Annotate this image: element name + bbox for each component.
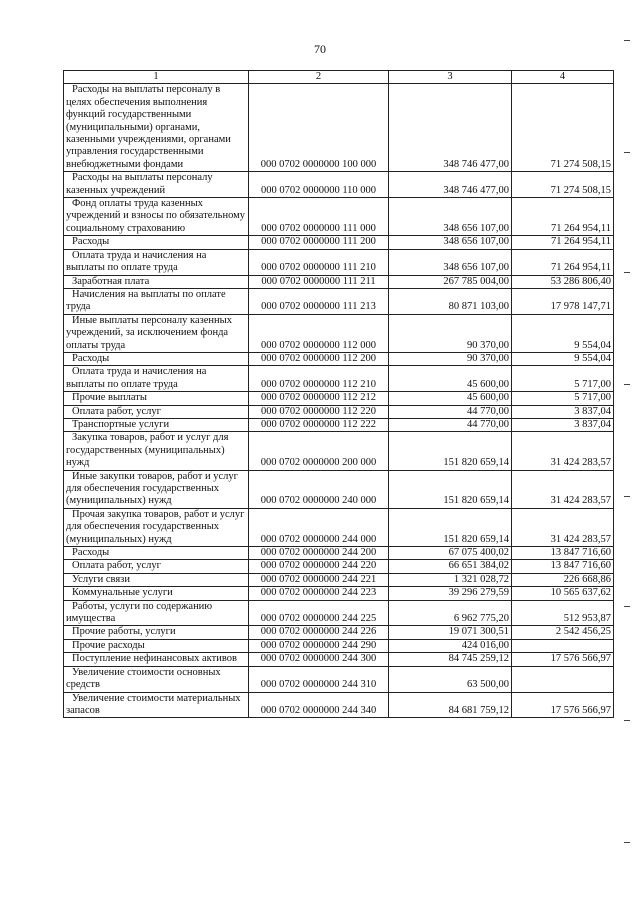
table-row	[64, 84, 614, 172]
scan-edge-mark	[624, 152, 630, 153]
row-value-col4: 13 847 716,60	[512, 560, 614, 573]
row-code: 000 0702 0000000 100 000	[249, 84, 389, 172]
scan-edge-mark	[624, 720, 630, 721]
row-value-col4: 5 717,00	[512, 366, 614, 392]
row-value-col3: 84 681 759,12	[389, 692, 512, 718]
row-value-col3: 80 871 103,00	[389, 288, 512, 314]
row-value-col3: 151 820 659,14	[389, 508, 512, 546]
row-value-col4: 31 424 283,57	[512, 470, 614, 508]
row-code: 000 0702 0000000 112 210	[249, 366, 389, 392]
table-row	[64, 198, 614, 236]
row-code: 000 0702 0000000 244 223	[249, 587, 389, 600]
table-row	[64, 314, 614, 352]
table-row	[64, 352, 614, 365]
row-value-col3: 267 785 004,00	[389, 275, 512, 288]
row-description: Оплата труда и начисления на выплаты по оплате труда	[64, 366, 249, 392]
row-description: Транспортные услуги	[64, 418, 249, 431]
row-description: Поступление нефинансовых активов	[64, 653, 249, 666]
row-value-col3: 45 600,00	[389, 366, 512, 392]
row-value-col3: 6 962 775,20	[389, 600, 512, 626]
row-description: Оплата работ, услуг	[64, 405, 249, 418]
row-description: Прочие работы, услуги	[64, 626, 249, 639]
row-value-col4: 3 837,04	[512, 418, 614, 431]
row-code: 000 0702 0000000 244 310	[249, 666, 389, 692]
table-row	[64, 249, 614, 275]
row-code: 000 0702 0000000 112 222	[249, 418, 389, 431]
row-value-col4: 5 717,00	[512, 392, 614, 405]
row-value-col3: 1 321 028,72	[389, 573, 512, 586]
row-value-col4: 53 286 806,40	[512, 275, 614, 288]
row-value-col4: 31 424 283,57	[512, 508, 614, 546]
scan-edge-mark	[624, 496, 630, 497]
scan-edge-mark	[624, 842, 630, 843]
row-description: Закупка товаров, работ и услуг для государственных (муниципальных) нужд	[64, 432, 249, 470]
row-code: 000 0702 0000000 244 221	[249, 573, 389, 586]
row-value-col4: 71 264 954,11	[512, 236, 614, 249]
row-description: Оплата труда и начисления на выплаты по оплате труда	[64, 249, 249, 275]
row-value-col4: 13 847 716,60	[512, 547, 614, 560]
row-code: 000 0702 0000000 244 200	[249, 547, 389, 560]
scan-edge-mark	[624, 272, 630, 273]
table-row	[64, 288, 614, 314]
row-value-col3: 90 370,00	[389, 352, 512, 365]
row-value-col4: 17 978 147,71	[512, 288, 614, 314]
row-code: 000 0702 0000000 111 210	[249, 249, 389, 275]
table-row	[64, 600, 614, 626]
scan-edge-mark	[624, 606, 630, 607]
header-cell-3: 3	[389, 71, 512, 84]
row-value-col3: 424 016,00	[389, 639, 512, 652]
row-value-col3: 348 656 107,00	[389, 198, 512, 236]
row-code: 000 0702 0000000 244 226	[249, 626, 389, 639]
row-value-col4: 71 264 954,11	[512, 198, 614, 236]
row-description: Прочие расходы	[64, 639, 249, 652]
table-row	[64, 236, 614, 249]
table-row	[64, 470, 614, 508]
row-value-col3: 348 656 107,00	[389, 249, 512, 275]
row-value-col3: 90 370,00	[389, 314, 512, 352]
row-value-col4	[512, 639, 614, 652]
row-code: 000 0702 0000000 244 340	[249, 692, 389, 718]
row-description: Коммунальные услуги	[64, 587, 249, 600]
row-code: 000 0702 0000000 200 000	[249, 432, 389, 470]
table-row	[64, 653, 614, 666]
row-description: Расходы на выплаты персоналу казенных учреждений	[64, 172, 249, 198]
row-code: 000 0702 0000000 112 212	[249, 392, 389, 405]
row-description: Иные закупки товаров, работ и услуг для обеспечения государственных (муниципальных) нужд	[64, 470, 249, 508]
table-row	[64, 392, 614, 405]
table-row	[64, 692, 614, 718]
table-row	[64, 547, 614, 560]
row-code: 000 0702 0000000 244 300	[249, 653, 389, 666]
table-row	[64, 418, 614, 431]
row-description: Расходы на выплаты персоналу в целях обеспечения выполнения функций государственными (муниципальными) органами, казенными учреждениями, органами управления государственными внебюджетными фондами	[64, 84, 249, 172]
row-value-col4: 71 274 508,15	[512, 172, 614, 198]
row-value-col3: 348 746 477,00	[389, 84, 512, 172]
row-description: Расходы	[64, 236, 249, 249]
row-code: 000 0702 0000000 244 000	[249, 508, 389, 546]
row-value-col4: 71 264 954,11	[512, 249, 614, 275]
row-value-col4: 10 565 637,62	[512, 587, 614, 600]
row-value-col3: 45 600,00	[389, 392, 512, 405]
header-cell-4: 4	[512, 71, 614, 84]
row-code: 000 0702 0000000 240 000	[249, 470, 389, 508]
row-description: Прочая закупка товаров, работ и услуг для обеспечения государственных (муниципальных) нужд	[64, 508, 249, 546]
row-description: Фонд оплаты труда казенных учреждений и взносы по обязательному социальному страхованию	[64, 198, 249, 236]
header-row	[64, 71, 614, 84]
row-description: Увеличение стоимости основных средств	[64, 666, 249, 692]
table-row	[64, 639, 614, 652]
table-row	[64, 508, 614, 546]
page-number: 70	[314, 42, 326, 56]
header-cell-1: 1	[64, 71, 249, 84]
row-description: Оплата работ, услуг	[64, 560, 249, 573]
row-value-col3: 44 770,00	[389, 418, 512, 431]
row-value-col4: 2 542 456,25	[512, 626, 614, 639]
row-description: Увеличение стоимости материальных запасов	[64, 692, 249, 718]
row-description: Расходы	[64, 547, 249, 560]
row-description: Начисления на выплаты по оплате труда	[64, 288, 249, 314]
table-row	[64, 666, 614, 692]
row-value-col4: 512 953,87	[512, 600, 614, 626]
row-value-col3: 66 651 384,02	[389, 560, 512, 573]
row-value-col4: 17 576 566,97	[512, 692, 614, 718]
row-value-col3: 39 296 279,59	[389, 587, 512, 600]
row-code: 000 0702 0000000 244 225	[249, 600, 389, 626]
row-description: Расходы	[64, 352, 249, 365]
row-description: Прочие выплаты	[64, 392, 249, 405]
table-row	[64, 587, 614, 600]
row-description: Работы, услуги по содержанию имущества	[64, 600, 249, 626]
row-value-col3: 19 071 300,51	[389, 626, 512, 639]
row-value-col3: 151 820 659,14	[389, 470, 512, 508]
row-description: Заработная плата	[64, 275, 249, 288]
row-code: 000 0702 0000000 244 220	[249, 560, 389, 573]
row-code: 000 0702 0000000 111 211	[249, 275, 389, 288]
row-code: 000 0702 0000000 111 000	[249, 198, 389, 236]
row-value-col3: 63 500,00	[389, 666, 512, 692]
table-row	[64, 573, 614, 586]
scan-edge-mark	[624, 40, 630, 41]
table-row	[64, 560, 614, 573]
table-row	[64, 626, 614, 639]
row-value-col4: 226 668,86	[512, 573, 614, 586]
row-value-col4: 9 554,04	[512, 314, 614, 352]
table-row	[64, 172, 614, 198]
row-value-col4: 9 554,04	[512, 352, 614, 365]
table-row	[64, 432, 614, 470]
budget-table	[63, 70, 614, 718]
row-value-col4: 71 274 508,15	[512, 84, 614, 172]
row-description: Иные выплаты персоналу казенных учреждений, за исключением фонда оплаты труда	[64, 314, 249, 352]
row-value-col4: 3 837,04	[512, 405, 614, 418]
row-code: 000 0702 0000000 244 290	[249, 639, 389, 652]
row-value-col3: 348 656 107,00	[389, 236, 512, 249]
row-code: 000 0702 0000000 110 000	[249, 172, 389, 198]
scan-edge-mark	[624, 384, 630, 385]
row-code: 000 0702 0000000 112 000	[249, 314, 389, 352]
table-row	[64, 275, 614, 288]
row-value-col4	[512, 666, 614, 692]
row-value-col3: 84 745 259,12	[389, 653, 512, 666]
row-code: 000 0702 0000000 112 220	[249, 405, 389, 418]
table-body	[64, 84, 614, 718]
row-value-col3: 151 820 659,14	[389, 432, 512, 470]
header-cell-2: 2	[249, 71, 389, 84]
table-row	[64, 405, 614, 418]
row-value-col3: 348 746 477,00	[389, 172, 512, 198]
row-description: Услуги связи	[64, 573, 249, 586]
row-code: 000 0702 0000000 111 213	[249, 288, 389, 314]
row-value-col3: 67 075 400,02	[389, 547, 512, 560]
row-code: 000 0702 0000000 111 200	[249, 236, 389, 249]
table-row	[64, 366, 614, 392]
row-value-col4: 31 424 283,57	[512, 432, 614, 470]
row-code: 000 0702 0000000 112 200	[249, 352, 389, 365]
row-value-col4: 17 576 566,97	[512, 653, 614, 666]
row-value-col3: 44 770,00	[389, 405, 512, 418]
